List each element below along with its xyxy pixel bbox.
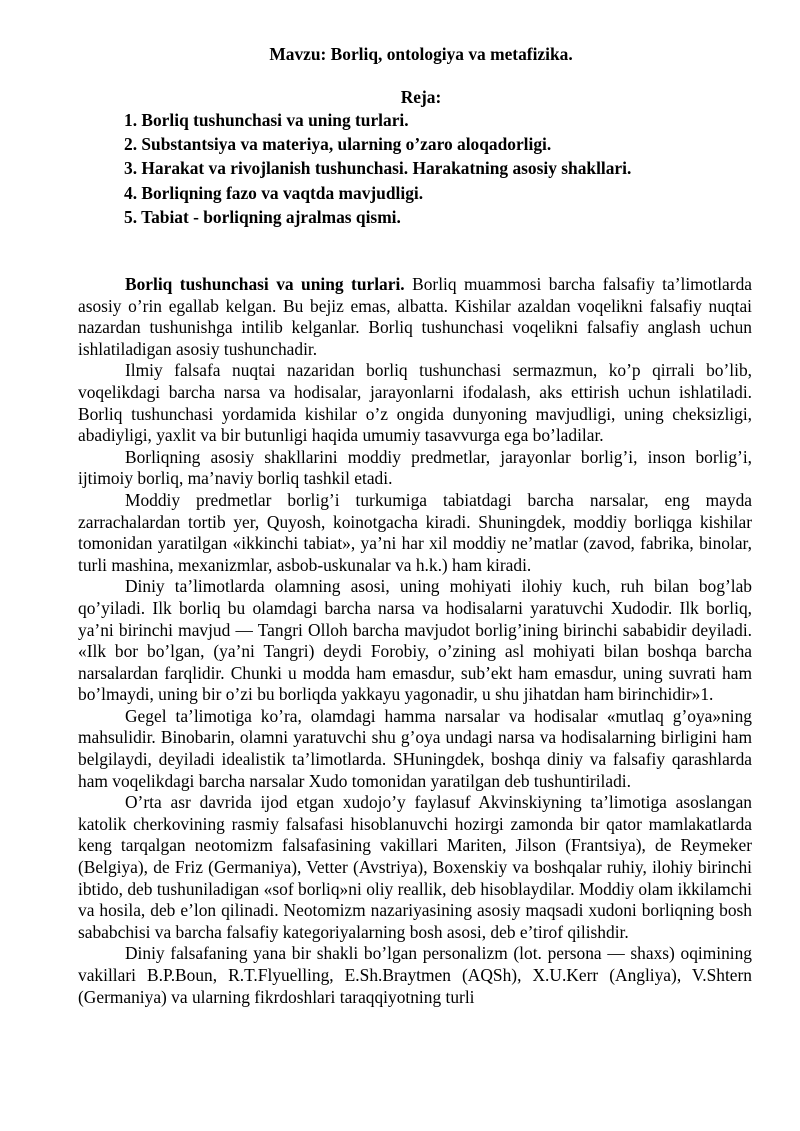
plan-item: 5. Tabiat - borliqning ajralmas qismi. [124, 206, 401, 227]
paragraph: Ilmiy falsafa nuqtai nazaridan borliq tushunchasi sermazmun, ko’p qirrali bo’lib, voqelikdagi barcha narsa va hodisalar, jarayonlarni ifodalash, aks ettirish uchun ishlatiladi. Borliq tushunchasi yordamida kishilar o’z ongida dunyoning mavjudligi, uning cheksizligi, abadiyligi, yaxlit va bir butunligi haqida umumiy tasavvurga ega bo’ladilar. [78, 360, 752, 446]
document-page [78, 44, 752, 1008]
paragraph: Diniy falsafaning yana bir shakli bo’lgan personalizm (lot. persona — shaxs) oqimining vakillari B.P.Boun, R.T.Flyuelling, E.Sh.Braytmen (AQSh), X.U.Kerr (Angliya), V.Shtern (Germaniya) va ularning fikrdoshlari taraqqiyotning turli [78, 943, 752, 1007]
plan-item: 4. Borliqning fazo va vaqtda mavjudligi. [124, 182, 424, 203]
paragraph: Borliqning asosiy shakllarini moddiy predmetlar, jarayonlar borlig’i, inson borlig’i, ijtimoiy borliq, ma’naviy borliq tashkil etadi. [78, 446, 752, 489]
paragraph: Diniy ta’limotlarda olamning asosi, uning mohiyati ilohiy kuch, ruh bilan bog’lab qo’yiladi. Ilk borliq bu olamdagi barcha narsa va hodisalarni yaratuvchi Xudodir. Ilk borliq, ya’ni birinchi mavjud — Tangri Olloh barcha mavjudot borlig’ining birinchi sababidir deyiladi. «Ilk bor bo’lgan, (ya’ni Tangri) deydi Forobiy, o’zining asl mohiyati bilan boshqa barcha narsalardan farqlidir. Chunki u modda ham emasdur, sub’ekt ham emasdur, uning suvrati ham bo’lmaydi, uning bir o’zi bu borliqda yakkayu yagonadir, u shu jihatdan ham birinchidir»1. [78, 576, 752, 705]
plan-heading: Reja: [400, 86, 442, 107]
paragraph [78, 274, 752, 360]
paragraph: Moddiy predmetlar borlig’i turkumiga tabiatdagi barcha narsalar, eng mayda zarrachalardan tortib yer, Quyosh, koinotgacha kiradi. Shuningdek, moddiy borliqga kishilar tomonidan yaratilgan «ikkinchi tabiat», ya’ni har xil moddiy ne’matlar (zavod, fabrika, binolar, turli mashina, mexanizmlar, asbob-uskunalar va h.k.) ham kiradi. [78, 489, 752, 575]
paragraph: Gegel ta’limotiga ko’ra, olamdagi hamma narsalar va hodisalar «mutlaq g’oya»ning mahsulidir. Binobarin, olamni yaratuvchi shu g’oya undagi narsa va hodisalarning birligini ham belgilaydi, deyiladi idealistik ta’limotlarda. SHuningdek, boshqa diniy va falsafiy qarashlarda ham voqelikdagi barcha narsalar Xudo tomonidan yaratilgan deb tushuntiriladi. [78, 705, 752, 791]
body-text [78, 274, 752, 1008]
plan-list [78, 108, 752, 229]
plan-item: 3. Harakat va rivojlanish tushunchasi. Harakatning asosiy shakllari. [124, 158, 632, 179]
plan-item: 1. Borliq tushunchasi va uning turlari. [124, 110, 409, 130]
document-title: Mavzu: Borliq, ontologiya va metafizika. [269, 44, 573, 64]
paragraph-text: Borliq muammosi barcha falsafiy ta’limotlarda asosiy o’rin egallab kelgan. Bu bejiz emas, albatta. Kishilar azaldan voqelikni falsafiy nuqtai nazardan tushunishga intilib kelganlar. Borliq tushunchasi voqelikni falsafiy anglash uchun ishlatiladigan asosiy tushunchadir. [78, 274, 752, 359]
plan-item: 2. Substantsiya va materiya, ularning o’zaro aloqadorligi. [124, 134, 552, 155]
section-lead: Borliq tushunchasi va uning turlari. [125, 274, 405, 295]
paragraph: O’rta asr davrida ijod etgan xudojo’y faylasuf Akvinskiyning ta’limotiga asoslangan katolik cherkovining rasmiy falsafasi hisoblanuvchi hozirgi zamonda bir qator mamlakatlarda keng tarqalgan neotomizm falsafasining vakillari Mariten, Jilson (Frantsiya), de Reymeker (Belgiya), de Friz (Germaniya), Vetter (Avstriya), Boxenskiy va boshqalar ruhiy, ilohiy birinchi ibtido, deb tushuniladigan «sof borliq»ni oliy reallik, deb hisoblaydilar. Moddiy olam ikkilamchi va hosila, deb e’lon qilinadi. Neotomizm nazariyasining asosiy maqsadi xudoni borliqning bosh sababchisi va barcha falsafiy kategoriyalarning bosh asosi, deb e’tirof qilishdir. [78, 792, 752, 942]
